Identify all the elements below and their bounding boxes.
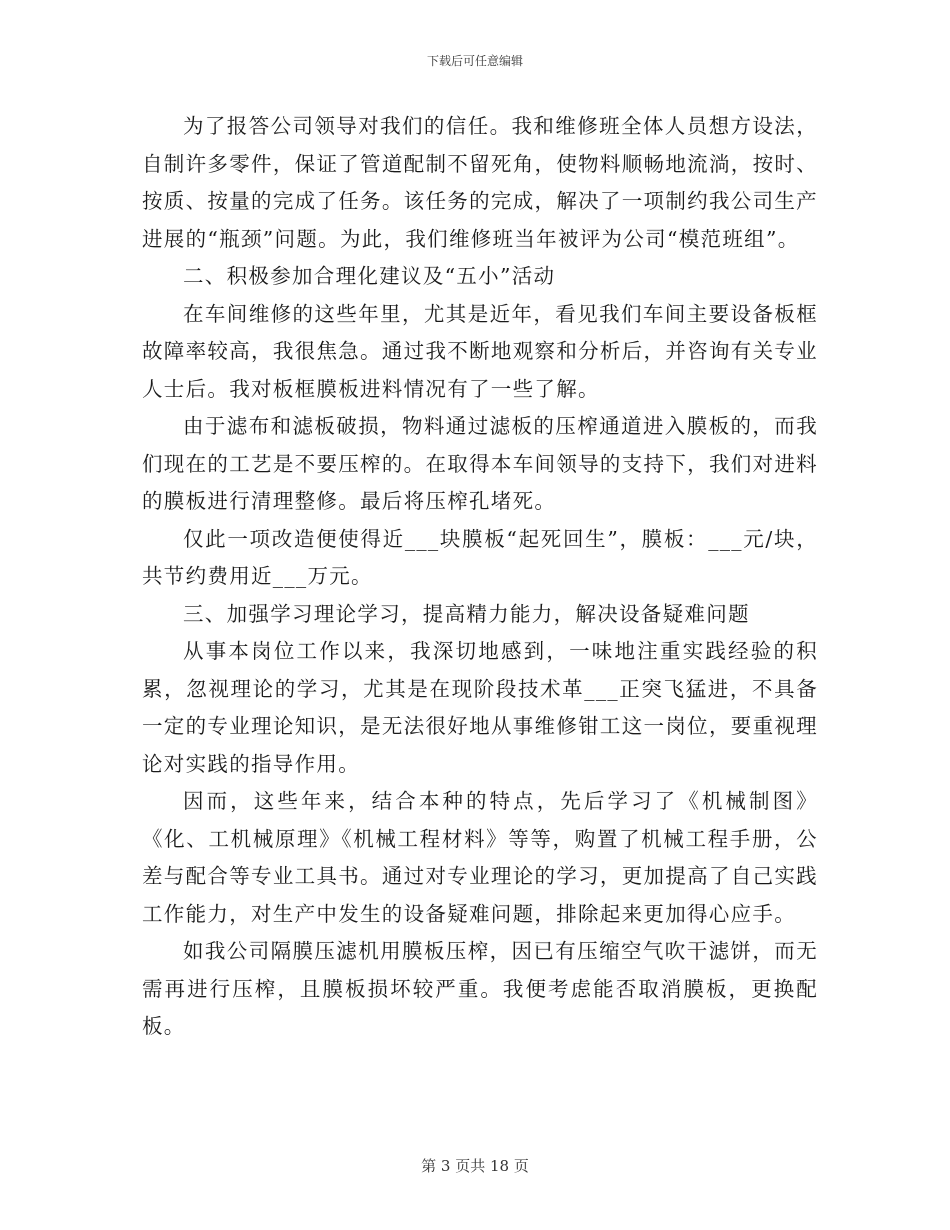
document-body	[142, 108, 818, 1046]
page-footer: 第 3 页共 18 页	[421, 1157, 529, 1175]
paragraph: 由于滤布和滤板破损，物料通过滤板的压榨通道进入膜板的，而我们现在的工艺是不要压榨的。在取得本车间领导的支持下，我们对进料的膜板进行清理整修。最后将压榨孔堵死。	[142, 414, 818, 513]
paragraph: 在车间维修的这些年里，尤其是近年，看见我们车间主要设备板框故障率较高，我很焦急。通过我不断地观察和分析后，并咨询有关专业人士后。我对板框膜板进料情况有了一些了解。	[142, 301, 818, 401]
paragraph: 因而，这些年来，结合本种的特点，先后学习了《机械制图》《化、工机械原理》《机械工程材料》等等，购置了机械工程手册，公差与配合等专业工具书。通过对专业理论的学习，更加提高了自己实践工作能力，对生产中发生的设备疑难问题，排除起来更加得心应手。	[142, 789, 818, 926]
paragraph: 为了报答公司领导对我们的信任。我和维修班全体人员想方设法，自制许多零件，保证了管道配制不留死角，使物料顺畅地流淌，按时、按质、按量的完成了任务。该任务的完成，解决了一项制约我公司生产进展的“瓶颈”问题。为此，我们维修班当年被评为公司“模范班组”。	[142, 114, 818, 251]
section-heading: 二、积极参加合理化建议及“五小”活动	[183, 264, 556, 288]
paragraph: 从事本岗位工作以来，我深切地感到，一味地注重实践经验的积累，忽视理论的学习，尤其是在现阶段技术革___正突飞猛进，不具备一定的专业理论知识，是无法很好地从事维修钳工这一岗位，要重视理论对实践的指导作用。	[142, 639, 818, 776]
section-heading: 三、加强学习理论学习，提高精力能力，解决设备疑难问题	[183, 601, 750, 626]
page-header: 下载后可任意编辑	[426, 54, 523, 68]
paragraph: 仅此一项改造便使得近___块膜板“起死回生”，膜板：___元/块，共节约费用近___万元。	[142, 526, 818, 588]
paragraph: 如我公司隔膜压滤机用膜板压榨，因已有压缩空气吹干滤饼，而无需再进行压榨，且膜板损坏较严重。我便考虑能否取消膜板，更换配板。	[142, 939, 818, 1038]
